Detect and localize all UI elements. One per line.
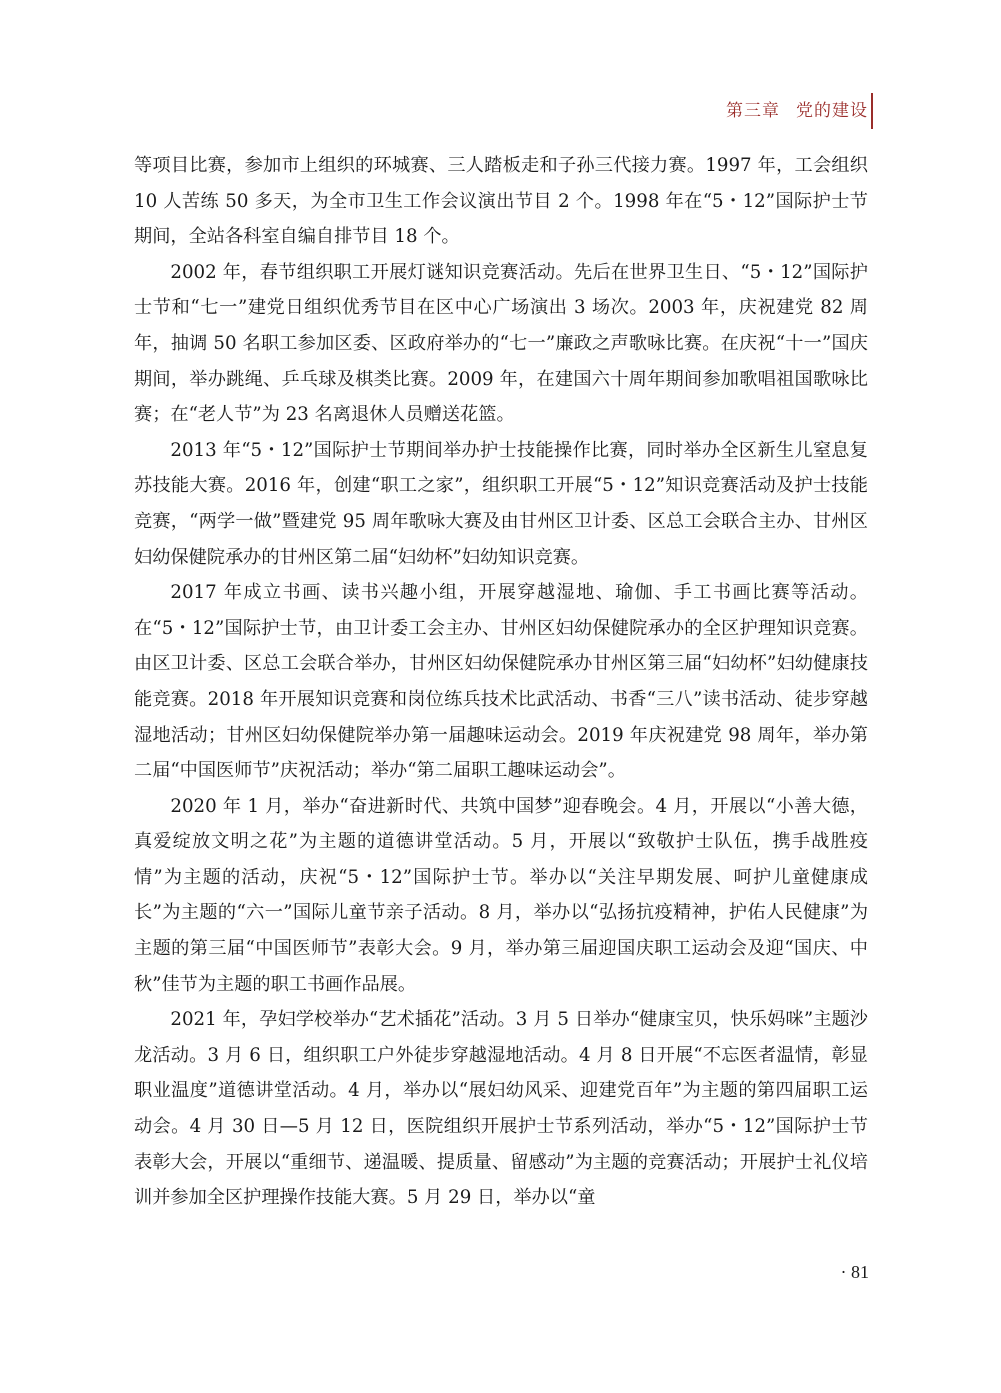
- paragraph: 2021 年，孕妇学校举办“艺术插花”活动。3 月 5 日举办“健康宝贝，快乐妈咪”主题沙龙活动。3 月 6 日，组织职工户外徒步穿越湿地活动。4 月 8 日开展“不忘医者温情，彰显职业温度”道德讲堂活动。4 月，举办以“展妇幼风采、迎建党百年”为主题的第四届职工运动会。4 月 30 日—5 月 12 日，医院组织开展护士节系列活动，举办“5・12”国际护士节表彰大会，开展以“重细节、递温暖、提质量、留感动”为主题的竞赛活动；开展护士礼仪培训并参加全区护理操作技能大赛。5 月 29 日，举办以“童: [134, 1009, 868, 1209]
- paragraph: 2013 年“5・12”国际护士节期间举办护士技能操作比赛，同时举办全区新生儿窒息复苏技能大赛。2016 年，创建“职工之家”，组织职工开展“5・12”知识竞赛活动及护士技能竞赛，“两学一做”暨建党 95 周年歌咏大赛及由甘州区卫计委、区总工会联合主办、甘州区妇幼保健院承办的甘州区第二届“妇幼杯”妇幼知识竞赛。: [134, 439, 868, 568]
- page-number: · 81: [840, 1262, 869, 1282]
- chapter-number: 第三章: [726, 101, 780, 121]
- paragraph: 等项目比赛，参加市上组织的环城赛、三人踏板走和子孙三代接力赛。1997 年，工会组织 10 人苦练 50 多天，为全市卫生工作会议演出节目 2 个。1998 年在“5・12”国际护士节期间，全站各科室自编自排节目 18 个。: [134, 155, 868, 248]
- chapter-title: 党的建设: [796, 101, 868, 121]
- running-head: [726, 96, 868, 121]
- paragraph: 2002 年，春节组织职工开展灯谜知识竞赛活动。先后在世界卫生日、“5・12”国际护士节和“七一”建党日组织优秀节目在区中心广场演出 3 场次。2003 年，庆祝建党 82 周年，抽调 50 名职工参加区委、区政府举办的“七一”廉政之声歌咏比赛。在庆祝“十一”国庆期间，举办跳绳、乒乓球及棋类比赛。2009 年，在建国六十周年期间参加歌唱祖国歌咏比赛；在“老人节”为 23 名离退休人员赠送花篮。: [134, 261, 868, 426]
- paragraph: 2020 年 1 月，举办“奋进新时代、共筑中国梦”迎春晚会。4 月，开展以“小善大德，真爱绽放文明之花”为主题的道德讲堂活动。5 月，开展以“致敬护士队伍，携手战胜疫情”为主题的活动，庆祝“5・12”国际护士节。举办以“关注早期发展、呵护儿童健康成长”为主题的“六一”国际儿童节亲子活动。8 月，举办以“弘扬抗疫精神，护佑人民健康”为主题的第三届“中国医师节”表彰大会。9 月，举办第三届迎国庆职工运动会及迎“国庆、中秋”佳节为主题的职工书画作品展。: [134, 795, 868, 995]
- paragraph: 2017 年成立书画、读书兴趣小组，开展穿越湿地、瑜伽、手工书画比赛等活动。在“5・12”国际护士节，由卫计委工会主办、甘州区妇幼保健院承办的全区护理知识竞赛。由区卫计委、区总工会联合举办，甘州区妇幼保健院承办甘州区第三届“妇幼杯”妇幼健康技能竞赛。2018 年开展知识竞赛和岗位练兵技术比武活动、书香“三八”读书活动、徒步穿越湿地活动；甘州区妇幼保健院举办第一届趣味运动会。2019 年庆祝建党 98 周年，举办第二届“中国医师节”庆祝活动；举办“第二届职工趣味运动会”。: [134, 582, 868, 782]
- header-rule: [871, 93, 873, 129]
- body-text: [134, 148, 868, 1216]
